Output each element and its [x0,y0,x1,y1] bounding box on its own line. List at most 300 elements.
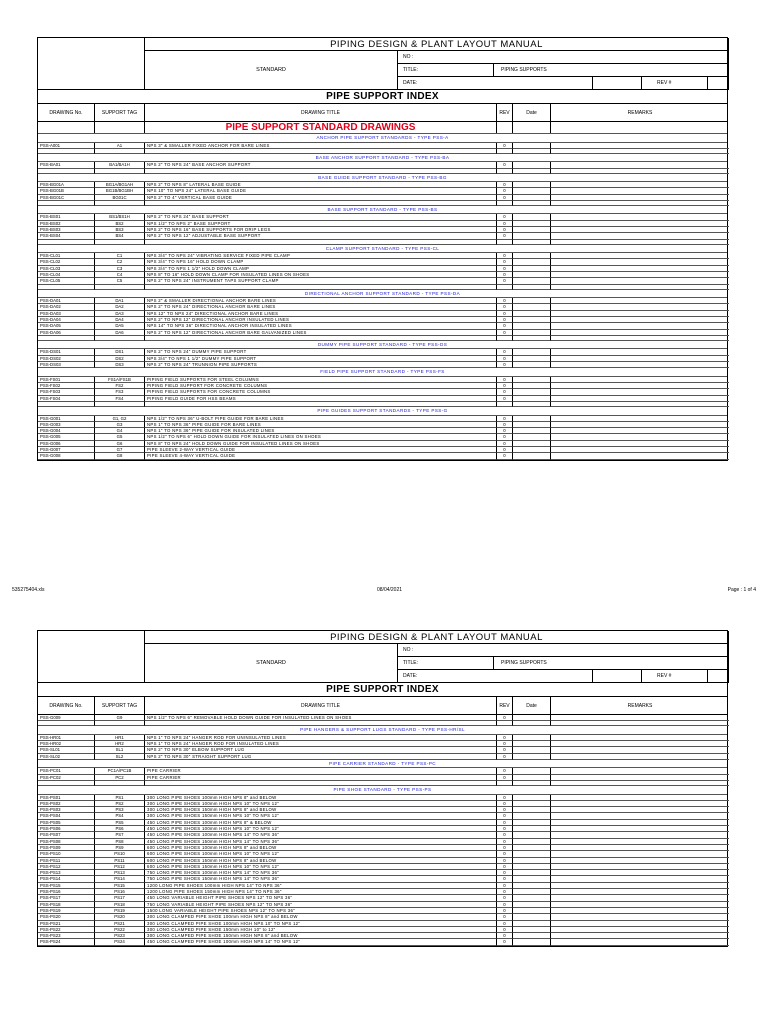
drawing-title-cell: 300 LONG CLAMPED PIPE SHOE 100mm HIGH NPS 8" and BELOW [145,914,497,920]
rev-cell: 0 [497,832,513,838]
drawing-no-cell: PSS-BS01 [38,214,95,220]
rev-label: REV # [641,670,708,683]
drawing-title-cell: NPS 2" TO NPS 24" DUMMY PIPE SUPPORT [145,349,497,355]
support-tag-cell: PS6 [95,826,145,832]
date-cell [513,939,551,945]
rev-cell: 0 [497,349,513,355]
rev-cell: 0 [497,266,513,272]
drawing-title-cell: 1200 LONG PIPE SHOES 150mm HIGH NPS 14" TO NPS 36" [145,889,497,895]
drawing-title-cell: NPS 1" TO NPS 24" HANGER ROD FOR INSULATED LINES [145,741,497,747]
drawing-title-cell: 300 LONG PIPE SHOES 150mm HIGH NPS 8" and BELOW [145,807,497,813]
drawing-title-cell: 1200 LONG PIPE SHOES 100mm HIGH NPS 14" TO NPS 36" [145,883,497,889]
drawing-no-cell: PSS-BG01C [38,195,95,201]
drawing-no-cell: PSS-G006 [38,441,95,447]
support-tag-cell: DA5 [95,323,145,329]
blank-row [38,240,727,245]
section-title: PIPE HANGERS & SUPPORT LUGS STANDARD - TYPE PSS-HR/SL [38,726,727,735]
drawing-title-cell: NPS 2" TO NPS 24" INSTRUMENT TAPS SUPPORT CLAMP [145,278,497,284]
rev-cell: 0 [497,876,513,882]
section-title: BASE ANCHOR SUPPORT STANDARD - TYPE PSS-BA [38,154,727,163]
drawing-title-cell: PIPING FIELD SUPPORT FOR CONCRETE COLUMNS [145,383,497,389]
col-support-tag: SUPPORT TAG [95,104,145,121]
no-label: NO : [398,644,494,657]
drawing-no-cell: PSS-PS07 [38,832,95,838]
support-tag-cell: BS4 [95,233,145,239]
drawing-no-cell: PSS-CL04 [38,272,95,278]
rev-cell: 0 [497,914,513,920]
rev-cell: 0 [497,795,513,801]
drawing-no-cell: PSS-PS04 [38,813,95,819]
index-table [37,715,728,947]
section-title: CLAMP SUPPORT STANDARD - TYPE PSS-CL [38,245,727,254]
rev-cell: 0 [497,883,513,889]
support-tag-cell: PS3 [95,807,145,813]
support-tag-cell: PS5 [95,820,145,826]
rev-cell: 0 [497,741,513,747]
section-title: DUMMY PIPE SUPPORT STANDARD - TYPE PSS-DS [38,341,727,350]
support-tag-cell: DS3 [95,362,145,368]
rev-cell: 0 [497,895,513,901]
support-tag-cell: PS16 [95,889,145,895]
rev-cell: 0 [497,775,513,781]
support-tag-cell: DA4 [95,317,145,323]
remarks-cell [551,453,729,459]
rev-cell: 0 [497,453,513,459]
drawing-title-cell: 300 LONG CLAMPED PIPE SHOE 150mm HIGH 10" to 12" [145,927,497,933]
drawing-title-cell: 600 LONG PIPE SHOES 150mm HIGH NPS 10" TO NPS 12" [145,864,497,870]
page-1 [37,37,728,461]
rev-cell: 0 [497,939,513,945]
remarks-cell [551,362,729,368]
drawing-title-cell: NPS 10" TO NPS 24" LATERAL BASE GUIDE [145,188,497,194]
rev-cell: 0 [497,227,513,233]
rev-cell: 0 [497,311,513,317]
drawing-title-cell: NPS 2" TO NPS 24" DIRECTIONAL ANCHOR BARE LINES [145,304,497,310]
drawing-no-cell: PSS-PS24 [38,939,95,945]
support-tag-cell: FS2 [95,383,145,389]
section-title: PIPE CARRIER STANDARD - TYPE PSS-PC [38,760,727,769]
rev-cell: 0 [497,902,513,908]
drawing-title-cell: NPS 1/2" TO NPS 2" BASE SUPPORT [145,221,497,227]
drawing-title-cell: PIPING FIELD SUPPORTS FOR STEEL COLUMNS [145,377,497,383]
table-row [38,453,727,459]
drawing-no-cell: PSS-HR01 [38,735,95,741]
rev-cell: 0 [497,921,513,927]
support-tag-cell: BG01C [95,195,145,201]
support-tag-cell: DA3 [95,311,145,317]
column-headers [37,697,728,715]
drawing-title-cell: NPS 1" TO NPS 24" HANGER ROD FOR UNINSULATED LINES [145,735,497,741]
drawing-no-cell: PSS-PS02 [38,801,95,807]
col-remarks: REMARKS [627,109,653,116]
rev-cell: 0 [497,253,513,259]
drawing-title-cell: 750 LONG VARIABLE HEIGHT PIPE SHOES NPS 12" TO NPS 36" [145,902,497,908]
drawing-no-cell: PSS-SL01 [38,747,95,753]
drawing-no-cell: PSS-PS20 [38,914,95,920]
support-tag-cell: PS18 [95,902,145,908]
rev-cell: 0 [497,377,513,383]
drawing-no-cell: PSS-PS11 [38,858,95,864]
drawing-title-cell: NPS 2" TO NPS 30" ELBOW SUPPORT LUG [145,747,497,753]
rev-cell: 0 [497,221,513,227]
rev-cell: 0 [497,768,513,774]
index-table [37,122,728,461]
drawing-no-cell: PSS-DA04 [38,317,95,323]
rev-cell: 0 [497,396,513,402]
rev-cell: 0 [497,839,513,845]
drawing-no-cell: PSS-PS10 [38,851,95,857]
drawing-no-cell: PSS-FS04 [38,396,95,402]
drawing-title-cell: NPS 3/4" TO NPS 1 1/2" DUMMY PIPE SUPPORT [145,356,497,362]
col-drawing-title: DRAWING TITLE [145,104,497,121]
section-title: FIELD PIPE SUPPORT STANDARD - TYPE PSS-FS [38,368,727,377]
drawing-title-cell: 300 LONG PIPE SHOES 150mm HIGH NPS 10" TO NPS 12" [145,813,497,819]
blank-row [38,169,727,174]
rev-cell: 0 [497,754,513,760]
support-tag-cell: PS20 [95,914,145,920]
drawing-title-cell: NPS 3/4" TO NPS 1 1/2" HOLD DOWN CLAMP [145,266,497,272]
drawing-title-cell: NPS 2" TO NPS 16" BASE SUPPORTS FOR DRIP LEGS [145,227,497,233]
support-tag-cell: BS3 [95,227,145,233]
section-title: DIRECTIONAL ANCHOR SUPPORT STANDARD - TYPE PSS-DA [38,290,727,299]
support-tag-cell: BS2 [95,221,145,227]
support-tag-cell: FS1A/FS1B [95,377,145,383]
support-tag-cell: PS10 [95,851,145,857]
drawing-no-cell: PSS-BS02 [38,221,95,227]
drawing-title-cell: NPS 1/2" TO NPS 6" HOLD DOWN GUIDE FOR INSULATED LINES ON SHOES [145,434,497,440]
support-tag-cell: DS1 [95,349,145,355]
rev-cell: 0 [497,735,513,741]
support-tag-cell: A1 [95,143,145,149]
support-tag-cell: BG1B/BG1BH [95,188,145,194]
no-value [494,644,729,657]
rev-cell: 0 [497,801,513,807]
support-tag-cell: BG1A/BG1AH [95,182,145,188]
drawing-no-cell: PSS-PS19 [38,908,95,914]
rev-cell: 0 [497,858,513,864]
drawing-no-cell: PSS-PS05 [38,820,95,826]
support-tag-cell: PS12 [95,864,145,870]
manual-title: PIPING DESIGN & PLANT LAYOUT MANUAL [145,38,729,51]
drawing-no-cell: PSS-PS22 [38,927,95,933]
drawing-no-cell: PSS-G003 [38,422,95,428]
rev-cell: 0 [497,272,513,278]
support-tag-cell: G9 [95,715,145,721]
date-cell [513,754,551,760]
drawing-title-cell: NPS 12" TO NPS 24" DIRECTIONAL ANCHOR BARE LINES [145,311,497,317]
rev-cell: 0 [497,304,513,310]
support-tag-cell: DS2 [95,356,145,362]
support-tag-cell: BA1/BA1H [95,162,145,168]
footer-file: 535275404.xls [12,587,45,593]
title-value: PIPING SUPPORTS [494,64,729,77]
drawing-no-cell: PSS-G004 [38,428,95,434]
drawing-no-cell: PSS-PS01 [38,795,95,801]
section-title: BASE SUPPORT STANDARD - TYPE PSS-BS [38,206,727,215]
rev-cell: 0 [497,383,513,389]
support-tag-cell: G8 [95,453,145,459]
rev-label: REV # [641,77,708,90]
drawing-title-cell: NPS 2" TO 4" VERTICAL BASE GUIDE [145,195,497,201]
drawing-no-cell: PSS-PS13 [38,870,95,876]
rev-cell: 0 [497,715,513,721]
drawing-title-cell: NPS 3/4" TO NPS 16" HOLD DOWN CLAMP [145,259,497,265]
drawing-no-cell: PSS-G007 [38,447,95,453]
drawing-no-cell: PSS-DA03 [38,311,95,317]
support-tag-cell: FS3 [95,389,145,395]
drawing-title-cell: PIPE CARRIER [145,775,497,781]
section-title: PIPE GUIDES SUPPORT STANDARDS - TYPE PSS-G [38,407,727,416]
drawing-no-cell: PSS-PS15 [38,883,95,889]
drawing-title-cell: 750 LONG PIPE SHOES 100mm HIGH NPS 14" TO NPS 36" [145,870,497,876]
drawing-title-cell: 450 LONG PIPE SHOES 150mm HIGH NPS 14" TO NPS 36" [145,839,497,845]
drawing-title-cell: 450 LONG CLAMPED PIPE SHOE 100mm HIGH NPS 14" TO NPS 12" [145,939,497,945]
drawing-title-cell: PIPING FIELD GUIDE FOR HSS BEAMS [145,396,497,402]
support-tag-cell: PS15 [95,883,145,889]
support-tag-cell: SL2 [95,754,145,760]
support-tag-cell: PS13 [95,870,145,876]
rev-cell: 0 [497,188,513,194]
support-tag-cell: PS9 [95,845,145,851]
drawing-title-cell: NPS 1" TO NPS 36" PIPE GUIDE FOR BARE LINES [145,422,497,428]
drawing-no-cell: PSS-PC01 [38,768,95,774]
drawing-title-cell: NPS 8" TO NPS 24" HOLD DOWN GUIDE FOR INSULATED LINES ON SHOES [145,441,497,447]
rev-cell: 0 [497,214,513,220]
section-title: BASE GUIDE SUPPORT STANDARD - TYPE PSS-BG [38,174,727,183]
rev-cell: 0 [497,826,513,832]
support-tag-cell: FS4 [95,396,145,402]
date-cell [513,453,551,459]
rev-cell: 0 [497,422,513,428]
drawing-title-cell: NPS 2" TO NPS 30" STRAIGHT SUPPORT LUG [145,754,497,760]
drawing-no-cell: PSS-PS09 [38,845,95,851]
support-tag-cell: PS24 [95,939,145,945]
support-tag-cell: PS2 [95,801,145,807]
logo-cell [38,38,145,90]
drawing-no-cell: PSS-CL02 [38,259,95,265]
rev-cell: 0 [497,807,513,813]
index-title: PIPE SUPPORT INDEX [37,683,728,697]
rev-cell: 0 [497,845,513,851]
title-label: TITLE: [398,657,494,670]
rev-cell: 0 [497,870,513,876]
drawing-title-cell: NPS 2" & SMALLER DIRECTIONAL ANCHOR BARE LINES [145,298,497,304]
support-tag-cell: DA2 [95,304,145,310]
drawing-no-cell: PSS-PS18 [38,902,95,908]
drawing-no-cell: PSS-CL01 [38,253,95,259]
rev-cell: 0 [497,933,513,939]
drawing-no-cell: PSS-FS03 [38,389,95,395]
drawing-no-cell: PSS-DA05 [38,323,95,329]
drawing-title-cell: NPS 2" TO NPS 8" LATERAL BASE GUIDE [145,182,497,188]
remarks-cell [551,939,729,945]
drawing-no-cell: PSS-DS01 [38,349,95,355]
rev-cell: 0 [497,362,513,368]
drawing-no-cell: PSS-BG01A [38,182,95,188]
support-tag-cell: G3 [95,422,145,428]
drawing-no-cell: PSS-DS02 [38,356,95,362]
no-label: NO : [398,51,494,64]
drawing-title-cell: NPS 1/2" TO NPS 36" U-BOLT PIPE GUIDE FOR BARE LINES [145,416,497,422]
drawing-title-cell: NPS 3/4" TO NPS 24" VIBRATING SERVICE FIXED PIPE CLAMP [145,253,497,259]
rev-cell: 0 [497,330,513,336]
drawing-title-cell: 450 LONG PIPE SHOES 100mm HIGH NPS 10" TO NPS 12" [145,826,497,832]
support-tag-cell: C4 [95,272,145,278]
rev-cell: 0 [497,864,513,870]
support-tag-cell: HR2 [95,741,145,747]
rev-cell: 0 [497,416,513,422]
rev-cell: 0 [497,317,513,323]
support-tag-cell: C2 [95,259,145,265]
drawing-title-cell: NPS 2" TO NPS 12" DIRECTIONAL ANCHOR INSULATED LINES [145,317,497,323]
drawing-title-cell: NPS 1" TO NPS 36" PIPE GUIDE FOR INSULATED LINES [145,428,497,434]
support-tag-cell: PS7 [95,832,145,838]
support-tag-cell: PS23 [95,933,145,939]
date-value [494,77,729,90]
section-title: PIPE SHOE STANDARD - TYPE PSS-PS [38,786,727,795]
support-tag-cell: PS21 [95,921,145,927]
support-tag-cell: DA1 [95,298,145,304]
rev-cell: 0 [497,195,513,201]
col-remarks: REMARKS [627,702,653,709]
drawing-no-cell: PSS-DA02 [38,304,95,310]
drawing-no-cell: PSS-A001 [38,143,95,149]
rev-cell: 0 [497,747,513,753]
drawing-title-cell: NPS 14" TO NPS 36" DIRECTIONAL ANCHOR INSULATED LINES [145,323,497,329]
support-tag-cell: G7 [95,447,145,453]
drawing-title-cell: PIPING FIELD SUPPORTS FOR CONCRETE COLUMNS [145,389,497,395]
support-tag-cell: HR1 [95,735,145,741]
page-footer [12,587,756,594]
drawing-title-cell: NPS 2" TO NPS 12" DIRECTIONAL ANCHOR BARE GALVANIZED LINES [145,330,497,336]
title-block [37,37,728,90]
drawing-no-cell: PSS-G001 [38,416,95,422]
support-tag-cell: PS22 [95,927,145,933]
manual-title: PIPING DESIGN & PLANT LAYOUT MANUAL [145,631,729,644]
support-tag-cell: C3 [95,266,145,272]
rev-cell: 0 [497,889,513,895]
rev-cell: 0 [497,323,513,329]
support-tag-cell: G5 [95,434,145,440]
drawing-title-cell: NPS 2" TO NPS 12" ADJUSTABLE BASE SUPPORT [145,233,497,239]
drawing-no-cell: PSS-DS03 [38,362,95,368]
rev-cell: 0 [497,278,513,284]
rev-cell: 0 [497,813,513,819]
drawing-no-cell: PSS-CL03 [38,266,95,272]
drawing-no-cell: PSS-PS12 [38,864,95,870]
drawing-no-cell: PSS-G008 [38,453,95,459]
title-label: TITLE: [398,64,494,77]
rev-cell: 0 [497,233,513,239]
drawing-title-cell: 600 LONG PIPE SHOES 150mm HIGH NPS 8" and BELOW [145,858,497,864]
col-support-tag: SUPPORT TAG [95,697,145,714]
rev-cell: 0 [497,447,513,453]
support-tag-cell: PC2 [95,775,145,781]
drawing-title-cell: 450 LONG VARIABLE HEIGHT PIPE SHOES NPS 12" TO NPS 36" [145,895,497,901]
column-headers [37,104,728,122]
col-drawing-no: DRAWING No. [38,697,95,714]
drawing-no-cell: PSS-HR02 [38,741,95,747]
date-label: DATE: [398,670,494,683]
drawing-title-cell: 450 LONG PIPE SHOES 100mm HIGH NPS 14" TO NPS 36" [145,832,497,838]
rev-cell: 0 [497,428,513,434]
support-tag-cell: PS4 [95,813,145,819]
index-title: PIPE SUPPORT INDEX [37,90,728,104]
support-tag-cell: BS1/BS1H [95,214,145,220]
drawing-title-cell: PIPE SLEEVE 4-WAY VERTICAL GUIDE [145,453,497,459]
drawing-no-cell: PSS-DA01 [38,298,95,304]
support-tag-cell: PS8 [95,839,145,845]
rev-cell: 0 [497,162,513,168]
drawing-title-cell: NPS 2" TO NPS 24" BASE SUPPORT [145,214,497,220]
page-2 [37,630,728,947]
no-value [494,51,729,64]
table-row [38,939,727,945]
rev-cell: 0 [497,851,513,857]
drawing-no-cell: PSS-G009 [38,715,95,721]
drawing-no-cell: PSS-SL02 [38,754,95,760]
drawing-title-cell: 300 LONG PIPE SHOES 100mm HIGH NPS 8" and BELOW [145,795,497,801]
drawing-no-cell: PSS-PS21 [38,921,95,927]
drawing-title-cell: 450 LONG PIPE SHOES 100mm HIGH NPS 8" & BELOW [145,820,497,826]
rev-cell: 0 [497,927,513,933]
drawing-title-cell: NPS 2" TO NPS 24" BASE ANCHOR SUPPORT [145,162,497,168]
support-tag-cell: PS14 [95,876,145,882]
rev-cell: 0 [497,820,513,826]
support-tag-cell: PS1 [95,795,145,801]
remarks-cell [551,754,729,760]
drawing-no-cell: PSS-CL05 [38,278,95,284]
rev-cell: 0 [497,908,513,914]
drawing-title-cell: PIPE CARRIER [145,768,497,774]
section-title: ANCHOR PIPE SUPPORT STANDARDS - TYPE PSS-A [38,134,727,143]
support-tag-cell: C1 [95,253,145,259]
drawing-no-cell: PSS-PS08 [38,839,95,845]
col-drawing-title: DRAWING TITLE [145,697,497,714]
support-tag-cell: PC1A/PC1B [95,768,145,774]
drawing-no-cell: PSS-PS03 [38,807,95,813]
rev-cell: 0 [497,298,513,304]
col-date: Date [513,697,551,714]
standard-label: STANDARD [145,644,398,683]
drawing-title-cell: NPS 1/2" TO NPS 6" REMOVABLE HOLD DOWN GUIDE FOR INSULATED LINES ON SHOES [145,715,497,721]
drawing-title-cell: 600 LONG PIPE SHOES 100mm HIGH NPS 10" TO NPS 12" [145,851,497,857]
rev-cell: 0 [497,356,513,362]
support-tag-cell: G1, G2 [95,416,145,422]
rev-cell: 0 [497,441,513,447]
drawing-title-cell: NPS 3" & SMALLER FIXED ANCHOR FOR BARE LINES [145,143,497,149]
drawing-no-cell: PSS-PS06 [38,826,95,832]
title-block [37,630,728,683]
drawing-title-cell: 300 LONG CLAMPED PIPE SHOE 150mm HIGH NPS 8" and BELOW [145,933,497,939]
drawing-no-cell: PSS-BS04 [38,233,95,239]
blank-row [38,285,727,290]
rev-cell: 0 [497,434,513,440]
drawing-title-cell: 300 LONG PIPE SHOES 100mm HIGH NPS 10" TO NPS 12" [145,801,497,807]
drawing-no-cell: PSS-PS14 [38,876,95,882]
col-date: Date [513,104,551,121]
logo-cell [38,631,145,683]
col-drawing-no: DRAWING No. [38,104,95,121]
drawing-no-cell: PSS-PS23 [38,933,95,939]
drawing-no-cell: PSS-G005 [38,434,95,440]
standard-label: STANDARD [145,51,398,90]
drawing-no-cell: PSS-DA06 [38,330,95,336]
drawing-title-cell: NPS 2" TO NPS 24" TRUNNION PIPE SUPPORTS [145,362,497,368]
rev-cell: 0 [497,143,513,149]
drawing-title-cell: 300 LONG CLAMPED PIPE SHOE 100mm HIGH NPS 10" TO NPS 12" [145,921,497,927]
standards-banner: PIPE SUPPORT STANDARD DRAWINGS [38,122,727,134]
